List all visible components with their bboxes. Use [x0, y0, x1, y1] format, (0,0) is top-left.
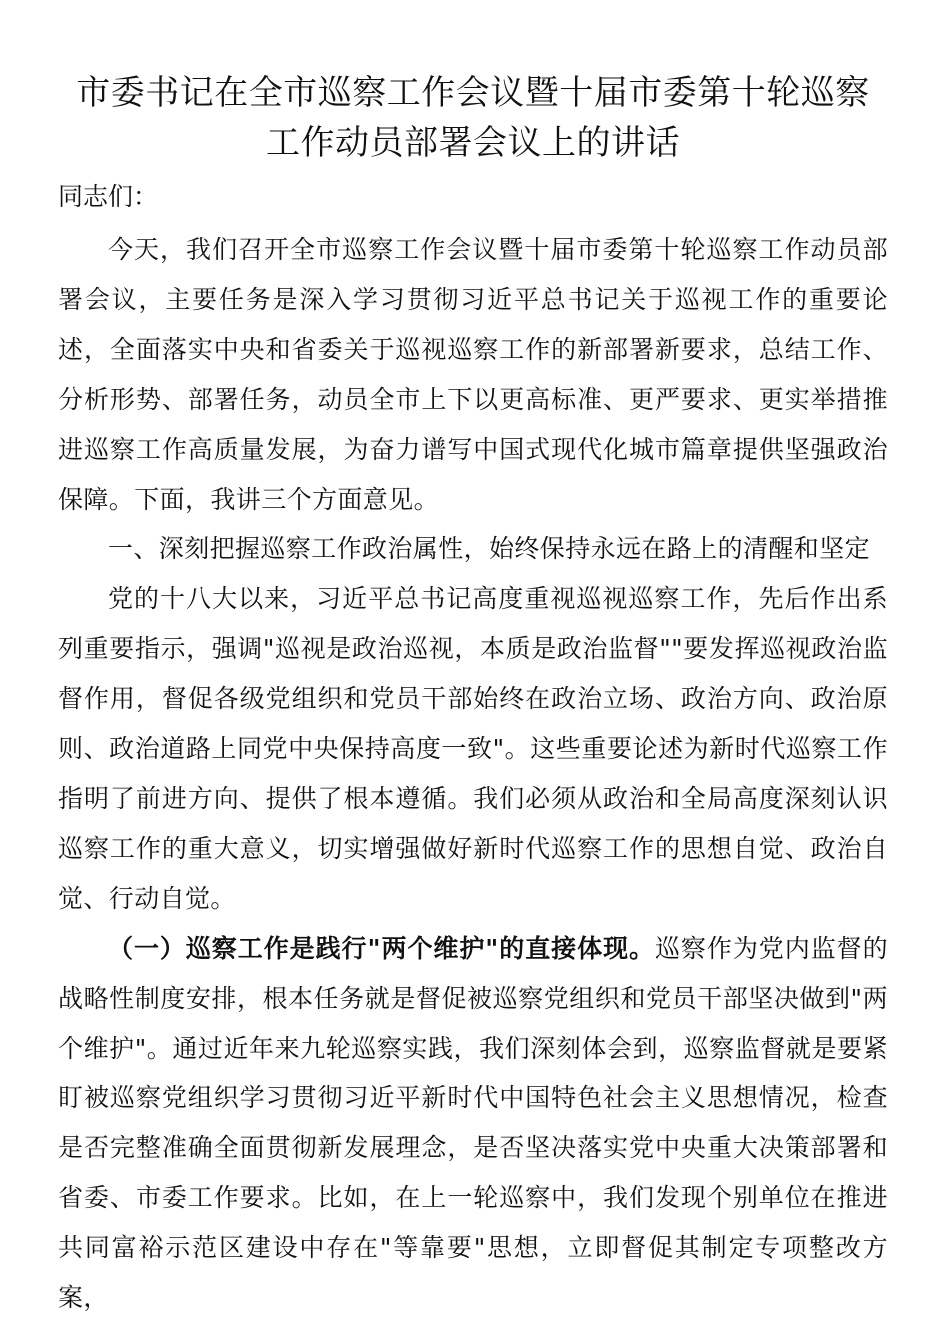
paragraph-subsection-1 — [58, 924, 888, 1323]
paragraph-section-1: 党的十八大以来，习近平总书记高度重视巡视巡察工作，先后作出系列重要指示，强调"巡视是政治巡视，本质是政治监督""要发挥巡视政治监督作用，督促各级党组织和党员干部始终在政治立场、政治方向、政治原则、政治道路上同党中央保持高度一致"。这些重要论述为新时代巡察工作指明了前进方向、提供了根本遵循。我们必须从政治和全局高度深刻认识巡察工作的重大意义，切实增强做好新时代巡察工作的思想自觉、政治自觉、行动自觉。 — [58, 584, 888, 913]
salutation: 同志们： — [58, 182, 159, 211]
subsection-text-1: 巡察作为党内监督的战略性制度安排，根本任务就是督促被巡察党组织和党员干部坚决做到"两个维护"。通过近年来九轮巡察实践，我们深刻体会到，巡察监督就是要紧盯被巡察党组织学习贯彻习近平新时代中国特色社会主义思想情况，检查是否完整准确全面贯彻新发展理念，是否坚决落实党中央重大决策部署和省委、市委工作要求。比如，在上一轮巡察中，我们发现个别单位在推进共同富裕示范区建设中存在"等靠要"思想，立即督促其制定专项整改方案， — [58, 933, 888, 1313]
document-title — [58, 68, 888, 168]
section-heading-1: 一、深刻把握巡察工作政治属性，始终保持永远在路上的清醒和坚定 — [108, 534, 871, 564]
title-line-1: 市委书记在全市巡察工作会议暨十届市委第十轮巡察 — [76, 73, 870, 113]
title-line-2: 工作动员部署会议上的讲话 — [266, 123, 680, 163]
subsection-heading-1: （一）巡察工作是践行"两个维护"的直接体现。 — [108, 933, 655, 963]
paragraph-intro: 今天，我们召开全市巡察工作会议暨十届市委第十轮巡察工作动员部署会议，主要任务是深入学习贯彻习近平总书记关于巡视工作的重要论述，全面落实中央和省委关于巡视巡察工作的新部署新要求，总结工作、分析形势、部署任务，动员全市上下以更高标准、更严要求、更实举措推进巡察工作高质量发展，为奋力谱写中国式现代化城市篇章提供坚强政治保障。下面，我讲三个方面意见。 — [58, 235, 888, 514]
